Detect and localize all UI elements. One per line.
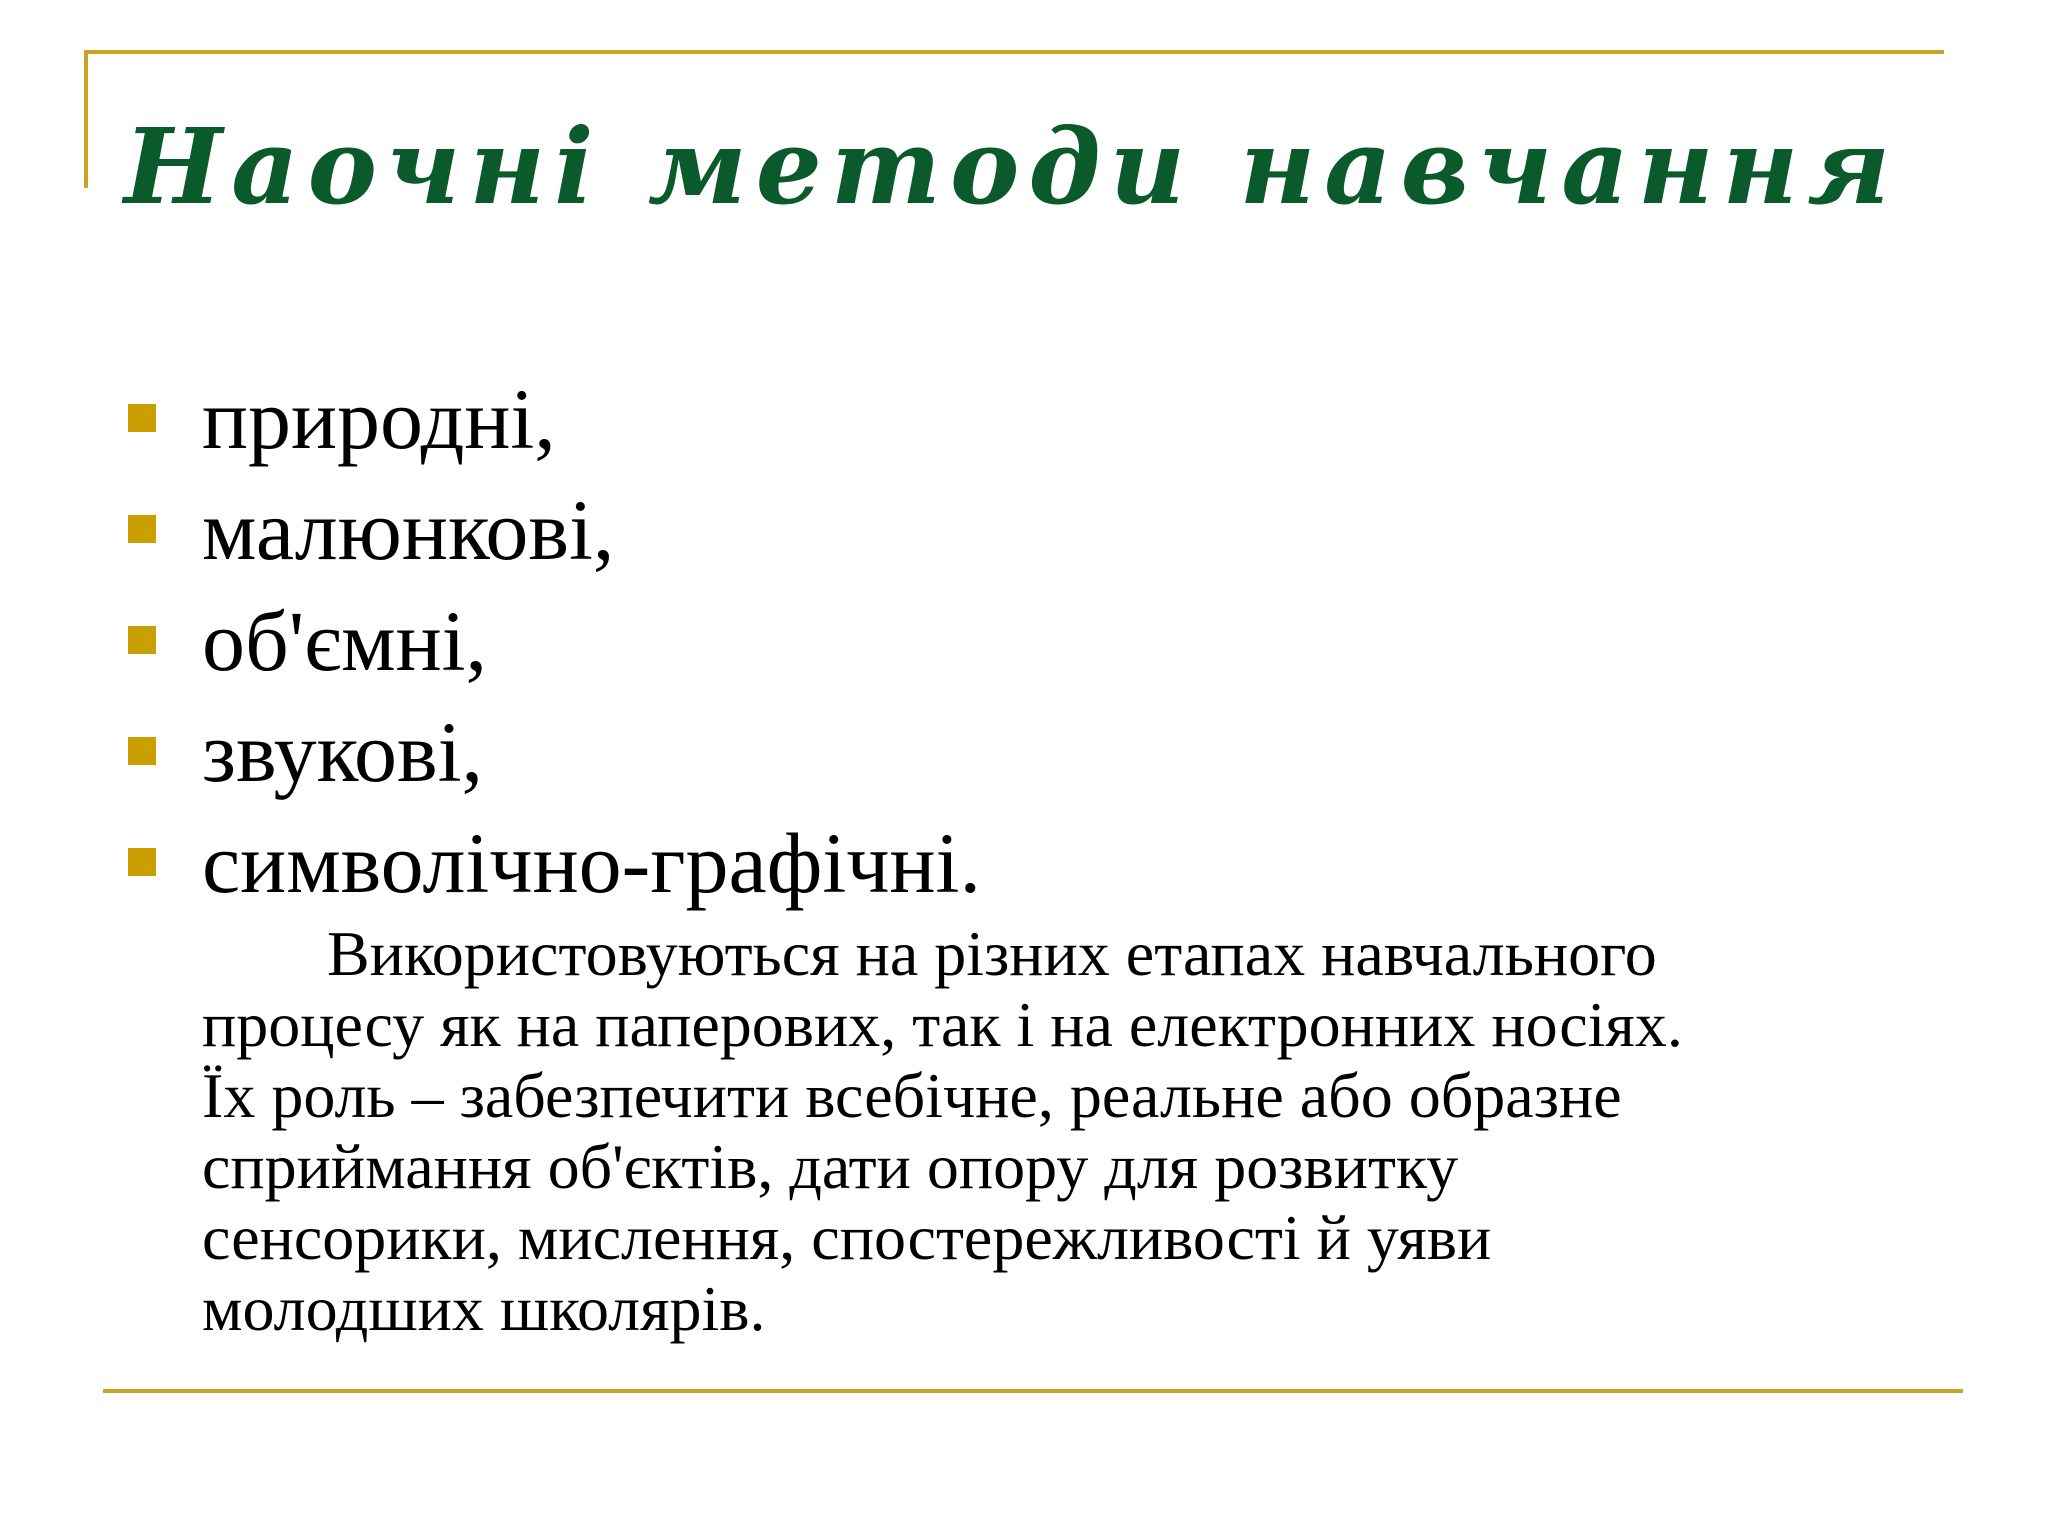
bottom-divider-line (103, 1389, 1963, 1393)
square-bullet-icon (128, 848, 156, 876)
bullet-text: об'ємні, (202, 593, 488, 689)
bullet-text: символічно-графічні. (202, 815, 981, 911)
square-bullet-icon (128, 404, 156, 432)
square-bullet-icon (128, 737, 156, 765)
top-divider-line (84, 50, 1944, 54)
slide-title: Наочні методи навчання (124, 105, 1900, 228)
square-bullet-icon (128, 626, 156, 654)
bullet-text: малюнкові, (202, 482, 615, 578)
description-paragraph: Використовуються на різних етапах навчального процесу як на паперових, так і на електронних носіях. Їх роль – забезпечити всебічне, реальне або образне сприймання об'єктів, дати опору для розвитку сенсорики, мислення, спостережливості й уяви молодших школярів. (202, 918, 1683, 1344)
bullet-text: звукові, (202, 704, 484, 800)
left-corner-line (84, 50, 88, 188)
bullet-text: природні, (202, 371, 556, 467)
square-bullet-icon (128, 515, 156, 543)
